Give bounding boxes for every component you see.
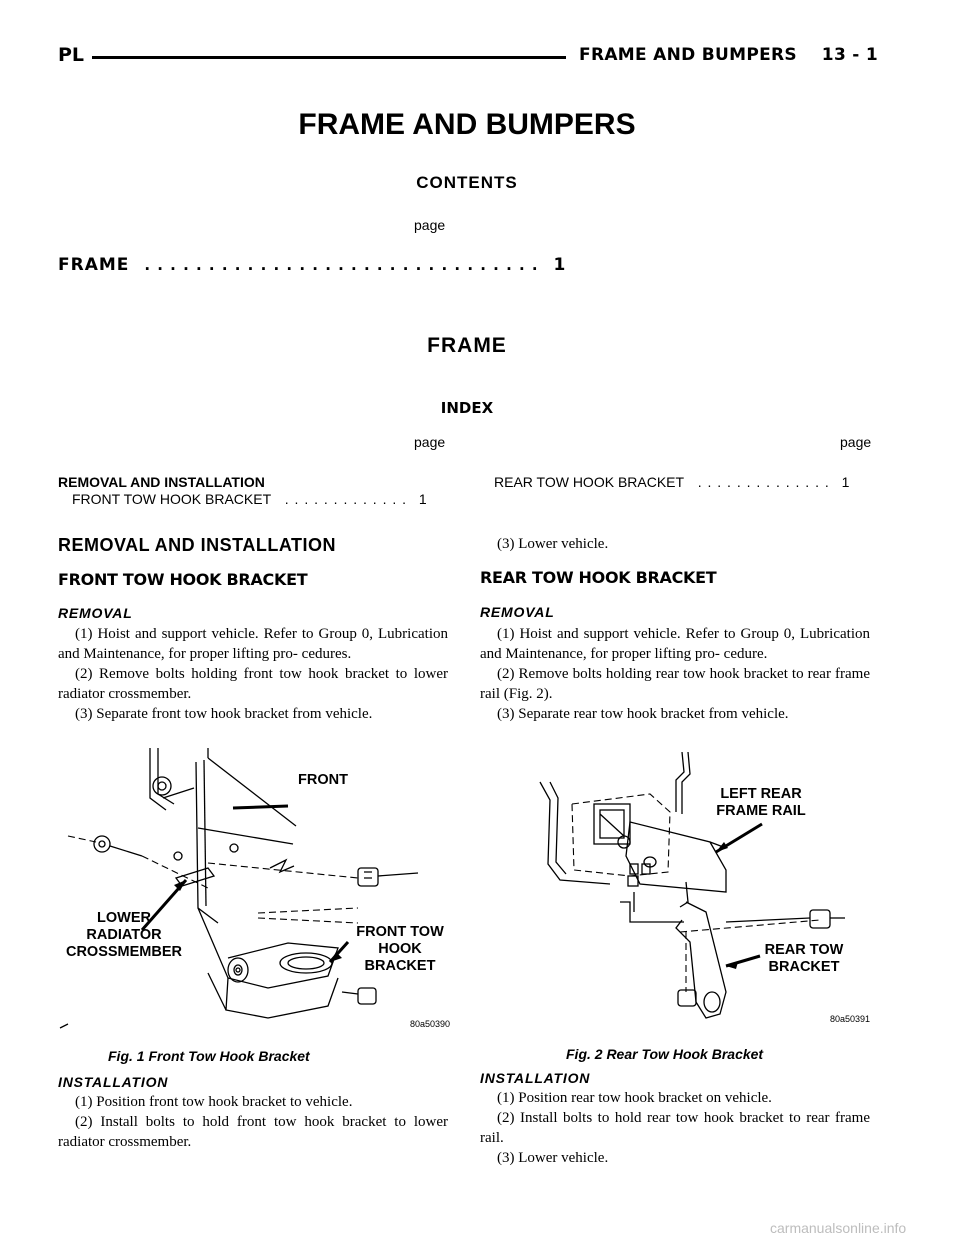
- index-page-label-right: page: [840, 434, 872, 450]
- index-entry-label: REAR TOW HOOK BRACKET: [494, 474, 684, 490]
- figure-caption-1: Fig. 1 Front Tow Hook Bracket: [108, 1048, 310, 1064]
- contents-heading: CONTENTS: [416, 173, 518, 192]
- rear-bracket-illustration: [530, 752, 860, 1032]
- index-entry-front[interactable]: [72, 491, 427, 507]
- header-section-page: FRAME AND BUMPERS 13 - 1: [579, 45, 878, 65]
- index-heading: INDEX: [440, 399, 494, 417]
- front-removal-heading: REMOVAL: [58, 605, 133, 621]
- index-entry-page: 1: [418, 491, 427, 507]
- step: (3) Separate rear tow hook bracket from vehicle.: [497, 706, 789, 722]
- header-manual-code: PL: [58, 44, 85, 66]
- section-heading: REMOVAL AND INSTALLATION: [58, 535, 336, 555]
- index-entry-page: 1: [841, 474, 850, 490]
- label-front-tow-hook-bracket: FRONT TOW HOOK BRACKET: [356, 924, 444, 974]
- step: (1) Hoist and support vehicle. Refer to Group 0, Lubrication and Maintenance, for proper lifting pro- cedures.: [58, 626, 448, 662]
- figure-rear-tow-hook: [530, 752, 871, 1032]
- figure-id: 80a50390: [410, 1019, 451, 1029]
- step: (1) Hoist and support vehicle. Refer to Group 0, Lubrication and Maintenance, for proper lifting pro- cedure.: [480, 626, 870, 662]
- index-entry-leader: . . . . . . . . . . . . . .: [697, 474, 830, 490]
- page-title: FRAME AND BUMPERS: [298, 108, 636, 141]
- toc-entry-label: FRAME: [58, 255, 130, 275]
- contents-page-label: page: [414, 217, 446, 233]
- front-installation-heading: INSTALLATION: [58, 1074, 169, 1090]
- step: (3) Lower vehicle.: [497, 1150, 609, 1166]
- step: (3) Separate front tow hook bracket from vehicle.: [75, 706, 373, 722]
- header-rule: [92, 56, 566, 59]
- rear-installation-steps: [480, 1088, 870, 1168]
- rear-removal-steps: [480, 624, 870, 724]
- toc-entry-leader: . . . . . . . . . . . . . . . . . . . . . . . . . . . . . . .: [144, 256, 539, 274]
- index-page-label-left: page: [414, 434, 446, 450]
- index-entry-label: FRONT TOW HOOK BRACKET: [72, 491, 271, 507]
- front-heading: FRONT TOW HOOK BRACKET: [58, 570, 308, 589]
- step: (2) Install bolts to hold front tow hook bracket to lower radiator crossmember.: [58, 1114, 448, 1150]
- label-front: FRONT: [298, 772, 348, 788]
- watermark-link[interactable]: carmanualsonline.info: [770, 1220, 907, 1236]
- front-installation-steps: [58, 1092, 448, 1152]
- figure-caption-2: Fig. 2 Rear Tow Hook Bracket: [566, 1046, 764, 1062]
- step: (2) Remove bolts holding front tow hook bracket to lower radiator crossmember.: [58, 666, 448, 702]
- index-entry-rear[interactable]: [494, 474, 849, 490]
- frame-title: FRAME: [427, 334, 507, 357]
- figure-id: 80a50391: [830, 1014, 871, 1024]
- toc-entry-page: 1: [553, 255, 567, 275]
- rear-removal-heading: REMOVAL: [480, 604, 555, 620]
- index-entry-leader: . . . . . . . . . . . . .: [284, 491, 408, 507]
- front-bracket-illustration: [58, 748, 458, 1038]
- label-rear-tow-bracket: REAR TOW BRACKET: [764, 942, 844, 975]
- step: (1) Position front tow hook bracket to vehicle.: [75, 1094, 353, 1110]
- step: (3) Lower vehicle.: [497, 536, 609, 552]
- page-header: [58, 44, 878, 74]
- figure-front-tow-hook: [58, 748, 458, 1038]
- front-removal-steps: [58, 624, 448, 724]
- step: (2) Install bolts to hold rear tow hook bracket to rear frame rail.: [480, 1110, 870, 1146]
- step: (1) Position rear tow hook bracket on vehicle.: [497, 1090, 772, 1106]
- label-lower-radiator-crossmember: LOWER RADIATOR CROSSMEMBER: [65, 910, 182, 960]
- step: (2) Remove bolts holding rear tow hook bracket to rear frame rail (Fig. 2).: [480, 666, 870, 702]
- front-installation-steps-continued: [480, 534, 870, 554]
- rear-heading: REAR TOW HOOK BRACKET: [480, 568, 717, 587]
- toc-entry-frame[interactable]: [58, 255, 566, 275]
- label-left-rear-frame-rail: LEFT REAR FRAME RAIL: [716, 786, 806, 819]
- index-group-heading: REMOVAL AND INSTALLATION: [58, 474, 265, 490]
- rear-installation-heading: INSTALLATION: [480, 1070, 591, 1086]
